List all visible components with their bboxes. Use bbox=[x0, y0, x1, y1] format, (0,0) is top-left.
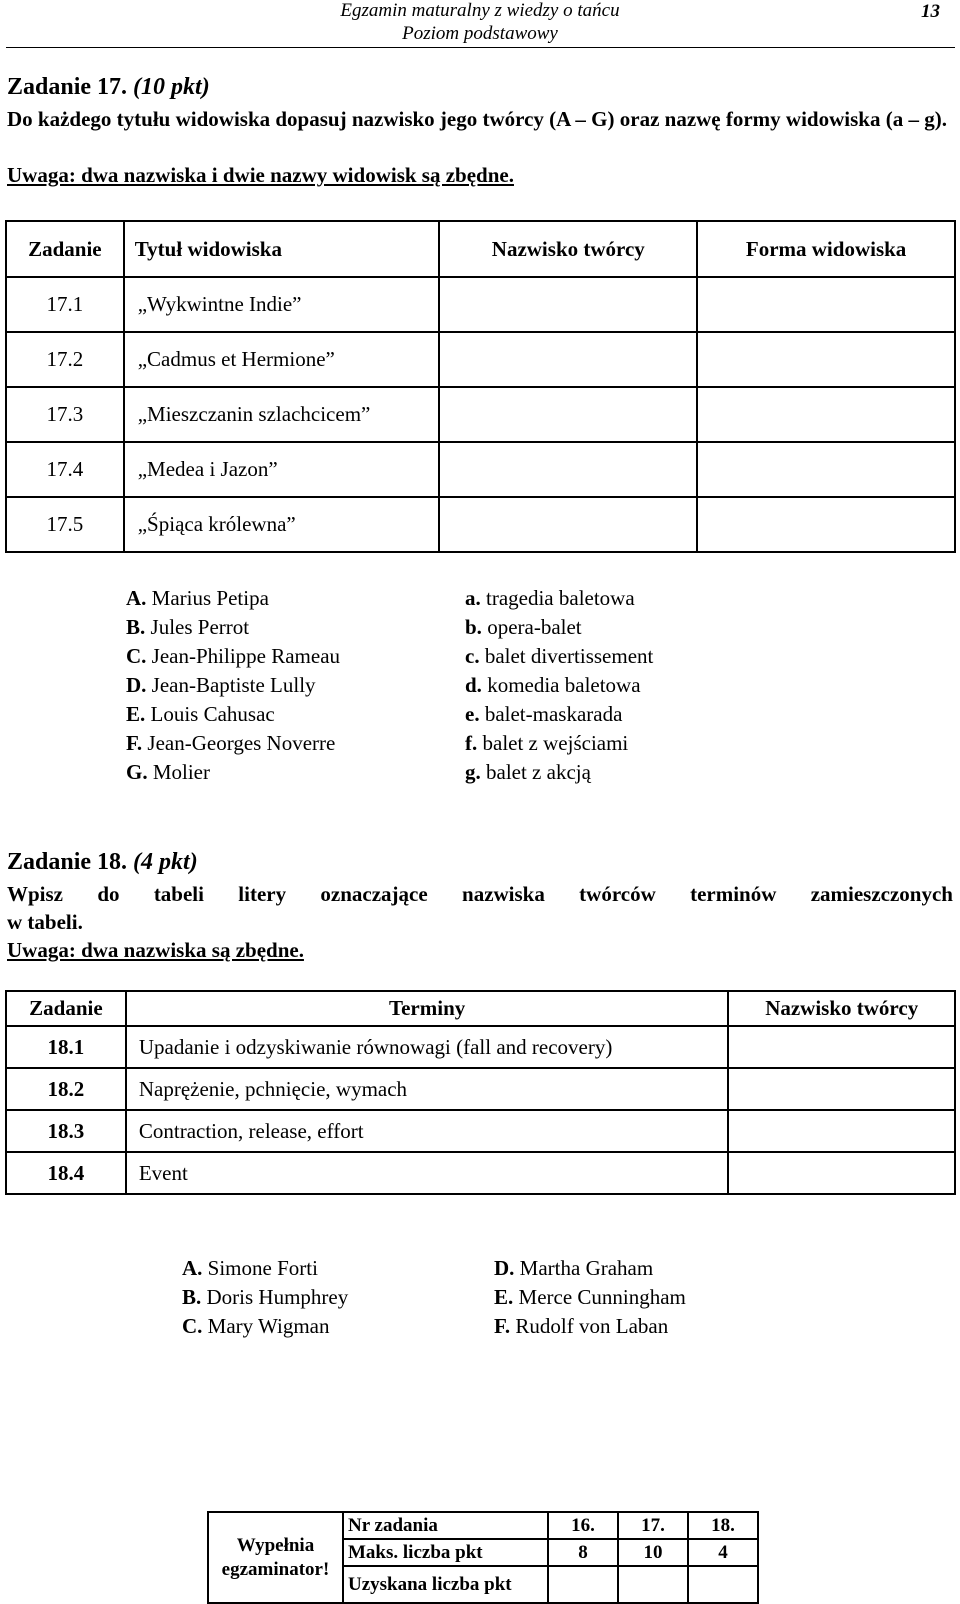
form-answer-cell[interactable] bbox=[697, 277, 955, 332]
option-name: Doris Humphrey bbox=[206, 1285, 349, 1309]
score-table bbox=[207, 1511, 759, 1604]
list-item bbox=[465, 613, 653, 642]
option-letter: B. bbox=[126, 615, 146, 639]
author-answer-cell[interactable] bbox=[439, 387, 697, 442]
task18-table bbox=[5, 990, 956, 1195]
task17-author-list bbox=[126, 584, 340, 787]
option-name: Merce Cunningham bbox=[518, 1285, 686, 1309]
col-header-form: Forma widowiska bbox=[697, 221, 955, 277]
list-item bbox=[126, 758, 340, 787]
option-name: balet-maskarada bbox=[484, 702, 623, 726]
task18-title-text: Zadanie 18. bbox=[7, 849, 128, 875]
option-letter: A. bbox=[182, 1256, 203, 1280]
task17-instruction: Do każdego tytułu widowiska dopasuj nazwisko jego twórcy (A – G) oraz nazwę formy widowiska (a – g). bbox=[7, 107, 947, 131]
option-letter: D. bbox=[126, 673, 147, 697]
task18-title bbox=[7, 848, 198, 876]
table-row bbox=[6, 1026, 955, 1068]
option-letter: E. bbox=[126, 702, 146, 726]
row-label-task-number: Nr zadania bbox=[343, 1512, 548, 1539]
form-answer-cell[interactable] bbox=[697, 332, 955, 387]
option-letter: C. bbox=[126, 644, 147, 668]
form-answer-cell[interactable] bbox=[697, 497, 955, 552]
task18-points: (4 pkt) bbox=[133, 849, 198, 875]
option-letter: F. bbox=[126, 731, 143, 755]
task-number: 17.4 bbox=[6, 442, 124, 497]
list-item bbox=[465, 642, 653, 671]
table-row bbox=[6, 1068, 955, 1110]
term-text: Naprężenie, pchnięcie, wymach bbox=[126, 1068, 729, 1110]
option-letter: d. bbox=[465, 673, 482, 697]
header-level: Poziom podstawowy bbox=[402, 23, 558, 44]
task-number: 17.5 bbox=[6, 497, 124, 552]
option-name: Jean-Georges Noverre bbox=[147, 731, 336, 755]
task17-title bbox=[7, 73, 210, 101]
list-item bbox=[126, 584, 340, 613]
list-item bbox=[182, 1312, 348, 1341]
received-points-cell[interactable] bbox=[688, 1566, 758, 1603]
header-divider bbox=[6, 47, 955, 48]
task18-names-left bbox=[182, 1254, 348, 1341]
option-letter: D. bbox=[494, 1256, 515, 1280]
author-answer-cell[interactable] bbox=[728, 1152, 955, 1194]
option-name: Molier bbox=[152, 760, 210, 784]
list-item bbox=[182, 1283, 348, 1312]
task17-table-header bbox=[6, 221, 955, 277]
task-number: 18.3 bbox=[6, 1110, 126, 1152]
row-label-max-points: Maks. liczba pkt bbox=[343, 1539, 548, 1566]
option-name: Martha Graham bbox=[519, 1256, 654, 1280]
option-letter: b. bbox=[465, 615, 482, 639]
max-points-cell: 4 bbox=[688, 1539, 758, 1566]
list-item bbox=[182, 1254, 348, 1283]
received-points-cell[interactable] bbox=[548, 1566, 618, 1603]
list-item bbox=[494, 1283, 686, 1312]
task-number: 17.3 bbox=[6, 387, 124, 442]
examiner-fill-label bbox=[208, 1512, 343, 1603]
option-letter: G. bbox=[126, 760, 148, 784]
show-title: „Medea i Jazon” bbox=[124, 442, 440, 497]
col-header-terms: Terminy bbox=[126, 991, 729, 1026]
option-name: balet divertissement bbox=[484, 644, 654, 668]
option-name: balet z akcją bbox=[486, 760, 591, 784]
option-name: Rudolf von Laban bbox=[515, 1314, 669, 1338]
table-row bbox=[6, 497, 955, 552]
row-label-received-points: Uzyskana liczba pkt bbox=[343, 1566, 548, 1603]
task17-points: (10 pkt) bbox=[133, 74, 210, 100]
list-item bbox=[494, 1312, 686, 1341]
examiner-label-line1: Wypełnia bbox=[236, 1534, 315, 1556]
show-title: „Cadmus et Hermione” bbox=[124, 332, 440, 387]
option-letter: e. bbox=[465, 702, 480, 726]
option-letter: f. bbox=[465, 731, 478, 755]
show-title: „Wykwintne Indie” bbox=[124, 277, 440, 332]
option-name: balet z wejściami bbox=[482, 731, 629, 755]
option-name: Jean-Baptiste Lully bbox=[151, 673, 316, 697]
task-number-cell: 17. bbox=[618, 1512, 688, 1539]
table-row bbox=[6, 1110, 955, 1152]
option-letter: B. bbox=[182, 1285, 202, 1309]
table-row bbox=[6, 387, 955, 442]
option-name: Marius Petipa bbox=[151, 586, 269, 610]
max-points-cell: 8 bbox=[548, 1539, 618, 1566]
list-item bbox=[465, 758, 653, 787]
list-item bbox=[126, 700, 340, 729]
task18-instruction-line1: Wpisz do tabeli litery oznaczające nazwiska twórców terminów zamieszczonych bbox=[7, 882, 953, 906]
task-number: 18.4 bbox=[6, 1152, 126, 1194]
list-item bbox=[126, 671, 340, 700]
option-name: Simone Forti bbox=[207, 1256, 318, 1280]
task18-instruction-line2: w tabeli. bbox=[7, 910, 83, 934]
option-name: Louis Cahusac bbox=[150, 702, 275, 726]
term-text: Event bbox=[126, 1152, 729, 1194]
author-answer-cell[interactable] bbox=[439, 332, 697, 387]
table-row bbox=[6, 332, 955, 387]
col-header-task: Zadanie bbox=[6, 221, 124, 277]
form-answer-cell[interactable] bbox=[697, 442, 955, 497]
option-letter: a. bbox=[465, 586, 481, 610]
table-row bbox=[6, 277, 955, 332]
option-letter: F. bbox=[494, 1314, 511, 1338]
author-answer-cell[interactable] bbox=[439, 442, 697, 497]
list-item bbox=[465, 671, 653, 700]
author-answer-cell[interactable] bbox=[439, 277, 697, 332]
option-name: tragedia baletowa bbox=[486, 586, 635, 610]
list-item bbox=[465, 700, 653, 729]
task17-note: Uwaga: dwa nazwiska i dwie nazwy widowisk są zbędne. bbox=[7, 163, 514, 187]
author-answer-cell[interactable] bbox=[439, 497, 697, 552]
col-header-task: Zadanie bbox=[6, 991, 126, 1026]
task18-note: Uwaga: dwa nazwiska są zbędne. bbox=[7, 938, 304, 962]
list-item bbox=[465, 584, 653, 613]
examiner-label-line2: egzaminator! bbox=[221, 1558, 330, 1580]
form-answer-cell[interactable] bbox=[697, 387, 955, 442]
option-name: Mary Wigman bbox=[207, 1314, 330, 1338]
task-number: 17.2 bbox=[6, 332, 124, 387]
option-name: Jean-Philippe Rameau bbox=[151, 644, 341, 668]
task-number: 18.1 bbox=[6, 1026, 126, 1068]
task17-table bbox=[5, 220, 956, 553]
table-row bbox=[6, 442, 955, 497]
received-points-cell[interactable] bbox=[618, 1566, 688, 1603]
list-item bbox=[126, 642, 340, 671]
col-header-title: Tytuł widowiska bbox=[124, 221, 440, 277]
header-exam-title: Egzamin maturalny z wiedzy o tańcu bbox=[340, 0, 620, 21]
option-letter: E. bbox=[494, 1285, 514, 1309]
show-title: „Mieszczanin szlachcicem” bbox=[124, 387, 440, 442]
option-name: Jules Perrot bbox=[150, 615, 250, 639]
score-row-task-numbers bbox=[208, 1512, 758, 1539]
option-letter: C. bbox=[182, 1314, 203, 1338]
table-row bbox=[6, 1152, 955, 1194]
term-text: Upadanie i odzyskiwanie równowagi (fall and recovery) bbox=[126, 1026, 729, 1068]
task17-form-list bbox=[465, 584, 653, 787]
task18-names-right bbox=[494, 1254, 686, 1341]
author-answer-cell[interactable] bbox=[728, 1026, 955, 1068]
option-letter: g. bbox=[465, 760, 481, 784]
option-letter: A. bbox=[126, 586, 147, 610]
page-number: 13 bbox=[921, 1, 940, 22]
col-header-author: Nazwisko twórcy bbox=[439, 221, 697, 277]
author-answer-cell[interactable] bbox=[728, 1068, 955, 1110]
task18-table-header bbox=[6, 991, 955, 1026]
option-name: komedia baletowa bbox=[487, 673, 641, 697]
list-item bbox=[494, 1254, 686, 1283]
task-number: 17.1 bbox=[6, 277, 124, 332]
list-item bbox=[126, 613, 340, 642]
task-number-cell: 18. bbox=[688, 1512, 758, 1539]
term-text: Contraction, release, effort bbox=[126, 1110, 729, 1152]
max-points-cell: 10 bbox=[618, 1539, 688, 1566]
task17-title-text: Zadanie 17. bbox=[7, 74, 128, 100]
show-title: „Śpiąca królewna” bbox=[124, 497, 440, 552]
col-header-author: Nazwisko twórcy bbox=[728, 991, 955, 1026]
task-number: 18.2 bbox=[6, 1068, 126, 1110]
option-name: opera-balet bbox=[487, 615, 582, 639]
option-letter: c. bbox=[465, 644, 480, 668]
task-number-cell: 16. bbox=[548, 1512, 618, 1539]
author-answer-cell[interactable] bbox=[728, 1110, 955, 1152]
list-item bbox=[465, 729, 653, 758]
list-item bbox=[126, 729, 340, 758]
